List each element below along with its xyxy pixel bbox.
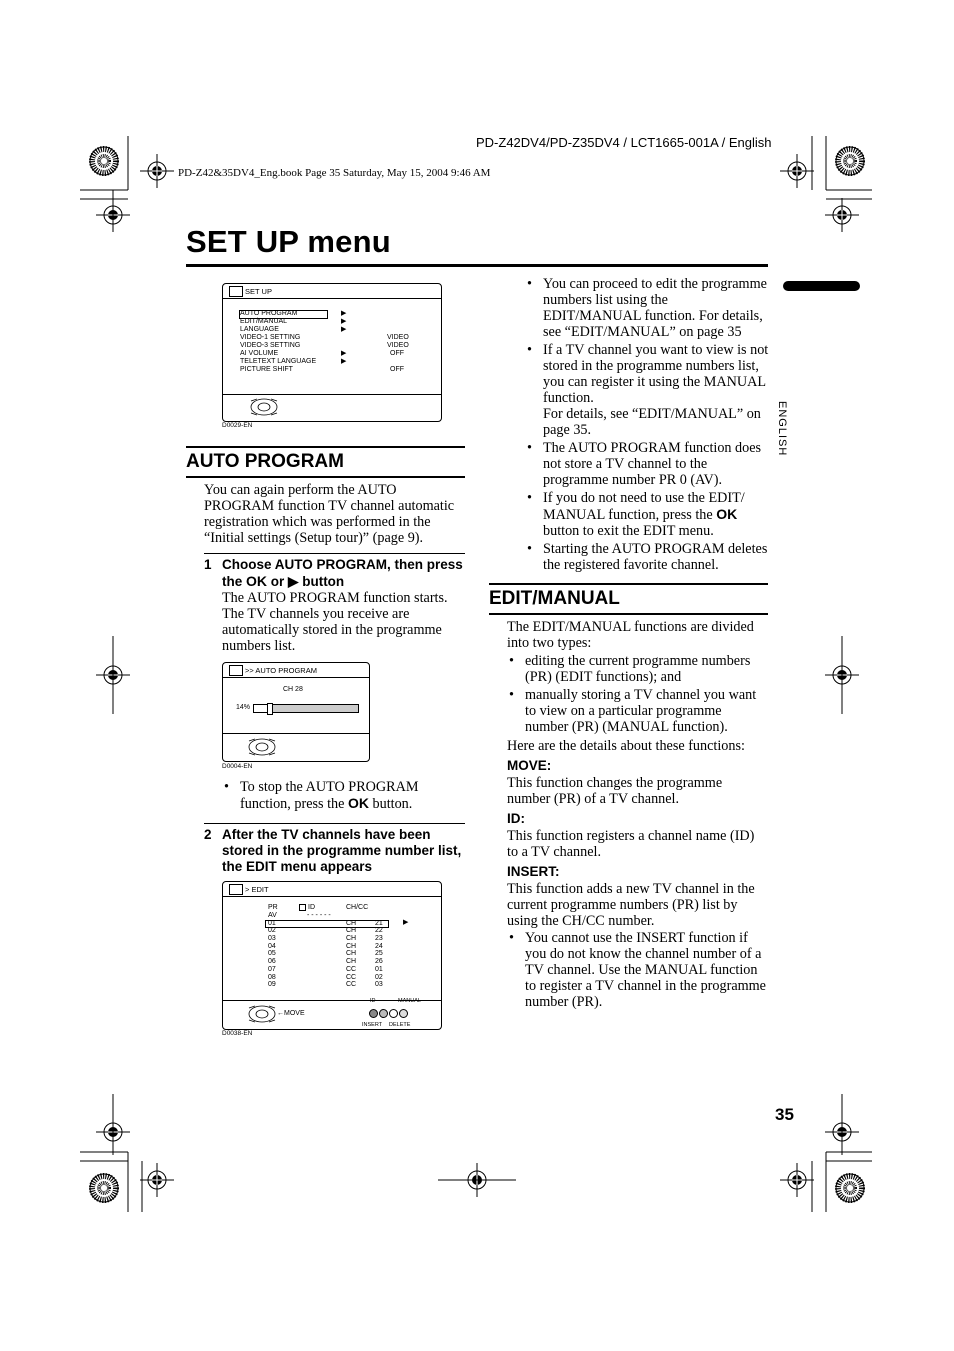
table-row[interactable]: 05 CH 25 bbox=[268, 950, 383, 958]
right-arrow-icon: ▶ bbox=[341, 350, 347, 357]
ok-button-glyph: OK bbox=[246, 573, 268, 589]
edit-delete-label: DELETE bbox=[389, 1022, 411, 1028]
yellow-button-icon bbox=[389, 1009, 398, 1018]
edit-insert-label: INSERT bbox=[362, 1022, 383, 1028]
step1-body: The AUTO PROGRAM function starts. The TV channels you receive are automatically stored in the programme numbers list. bbox=[222, 590, 448, 654]
id-text: This function registers a channel name (ID) to a TV channel. bbox=[507, 828, 755, 860]
setup-item[interactable]: PICTURE SHIFT OFF bbox=[240, 366, 404, 373]
progress-thumb bbox=[267, 703, 273, 715]
setup-screen-header bbox=[223, 284, 441, 299]
list-item: • Starting the AUTO PROGRAM deletes the registered favorite channel. bbox=[525, 541, 769, 573]
ok-button-glyph: OK bbox=[716, 506, 738, 522]
auto-program-intro: You can again perform the AUTO PROGRAM function TV channel automatic registration which was performed in the “Initial settings (Setup tour)” (page 9). bbox=[204, 482, 455, 546]
step1-number: 1 bbox=[204, 557, 212, 572]
setup-item[interactable]: AI VOLUME OFF ▶ bbox=[240, 350, 404, 357]
tv-icon bbox=[229, 884, 243, 895]
book-line: PD-Z42&35DV4_Eng.book Page 35 Saturday, May 15, 2004 9:46 AM bbox=[178, 167, 491, 179]
edit-manual-label: MANUAL bbox=[398, 998, 421, 1004]
list-item: • editing the current programme numbers (PR) (EDIT functions); and bbox=[507, 653, 767, 685]
right-arrow-icon: ▶ bbox=[341, 326, 347, 333]
list-item: • If you do not need to use the EDIT/ MANUAL function, press the OK button to exit the EDIT menu. bbox=[525, 490, 769, 539]
id-dashes: - - - - - - bbox=[307, 912, 331, 919]
list-item: • manually storing a TV channel you want to view on a particular programme number (PR) (MANUAL function). bbox=[507, 687, 767, 735]
setup-item[interactable]: VIDEO-1 SETTING VIDEO bbox=[240, 334, 409, 341]
page-number: 35 bbox=[775, 1105, 794, 1124]
table-row[interactable]: 06 CH 26 bbox=[268, 958, 383, 966]
setup-screen-title: SET UP bbox=[245, 287, 272, 296]
table-row[interactable]: 02 CH 22 bbox=[268, 927, 383, 935]
setup-item-list bbox=[240, 310, 430, 374]
auto-program-screen-header bbox=[223, 663, 369, 678]
col-pr: PR bbox=[268, 904, 278, 911]
right-arrow-icon: ▶ bbox=[288, 574, 299, 589]
setup-item[interactable]: TELETEXT LANGUAGE ▶ bbox=[240, 358, 347, 365]
setup-item[interactable]: LANGUAGE ▶ bbox=[240, 326, 347, 333]
insert-heading: INSERT: bbox=[507, 864, 560, 879]
tv-icon bbox=[229, 665, 243, 676]
edit-manual-rule-top bbox=[489, 583, 768, 585]
col-chcc: CH/CC bbox=[346, 904, 369, 911]
edit-rows bbox=[268, 912, 398, 989]
auto-program-rule-bottom bbox=[186, 476, 465, 478]
move-text: This function changes the programme number (PR) of a TV channel. bbox=[507, 775, 723, 807]
col-id: ID bbox=[308, 904, 315, 911]
progress-bar bbox=[253, 704, 359, 713]
tv-icon bbox=[229, 286, 243, 297]
edit-id-label: ID bbox=[370, 998, 376, 1004]
id-heading: ID: bbox=[507, 811, 525, 826]
red-button-icon bbox=[379, 1009, 388, 1018]
table-row[interactable]: 03 CH 23 bbox=[268, 935, 383, 943]
setup-item[interactable]: VIDEO-3 SETTING VIDEO bbox=[240, 342, 409, 349]
edit-screen bbox=[222, 881, 442, 1030]
setup-screen-footer bbox=[223, 394, 441, 395]
page-title: SET UP menu bbox=[186, 224, 391, 259]
setup-screen bbox=[222, 283, 442, 422]
edit-manual-heading: EDIT/MANUAL bbox=[489, 588, 620, 609]
move-label: ←MOVE bbox=[277, 1010, 305, 1017]
title-rule bbox=[186, 264, 768, 267]
blue-button-icon bbox=[399, 1009, 408, 1018]
auto-program-figure-code: D0004-EN bbox=[222, 763, 253, 770]
lock-icon bbox=[299, 904, 306, 911]
list-item: • To stop the AUTO PROGRAM function, press the OK button. bbox=[222, 779, 462, 812]
step2-rule bbox=[204, 823, 465, 824]
edit-manual-rule-bottom bbox=[489, 613, 768, 615]
table-row[interactable]: 07 CC 01 bbox=[268, 965, 383, 973]
auto-program-screen-footer bbox=[223, 733, 369, 734]
table-row[interactable]: 01 CH 21 bbox=[268, 919, 383, 927]
right-arrow-icon: ▶ bbox=[341, 310, 347, 317]
ok-button-glyph: OK bbox=[347, 795, 369, 811]
model-line: PD-Z42DV4/PD-Z35DV4 / LCT1665-001A / English bbox=[476, 135, 772, 150]
edit-screen-header bbox=[223, 882, 441, 897]
auto-program-screen bbox=[222, 662, 370, 762]
step2-number: 2 bbox=[204, 827, 212, 842]
list-item: • If a TV channel you want to view is not stored in the programme numbers list, you can register it using the MANUAL function. For details, see “EDIT/MANUAL” on page 35. bbox=[525, 342, 769, 438]
auto-program-notes bbox=[525, 276, 769, 575]
edit-manual-intro: The EDIT/MANUAL functions are divided into two types: bbox=[507, 619, 754, 651]
table-row[interactable]: 04 CH 24 bbox=[268, 942, 383, 950]
channel-readout: CH 28 bbox=[283, 686, 303, 693]
remote-dpad-icon bbox=[249, 397, 279, 417]
table-row[interactable]: 08 CC 02 bbox=[268, 973, 383, 981]
auto-program-heading: AUTO PROGRAM bbox=[186, 451, 344, 472]
auto-program-screen-title: >> AUTO PROGRAM bbox=[245, 666, 317, 675]
insert-note bbox=[507, 930, 767, 1012]
edit-manual-types bbox=[507, 653, 767, 737]
list-item: • You can proceed to edit the programme numbers list using the EDIT/MANUAL function. For details, see “EDIT/MANUAL” on page 35 bbox=[525, 276, 769, 340]
side-tab-label: ENGLISH bbox=[776, 401, 788, 457]
right-arrow-icon: ▶ bbox=[341, 358, 347, 365]
table-row[interactable]: AV bbox=[268, 912, 277, 919]
edit-figure-code: D0038-EN bbox=[222, 1030, 253, 1037]
setup-figure-code: D0029-EN bbox=[222, 422, 253, 429]
list-item: • You cannot use the INSERT function if you do not know the channel number of a TV channel. Use the MANUAL function to register a TV channel in the programme number (PR). bbox=[507, 930, 767, 1010]
step2-title: After the TV channels have been stored in the programme number list, the EDIT menu appears bbox=[222, 827, 462, 874]
side-tab-marker bbox=[783, 281, 860, 291]
green-button-icon bbox=[369, 1009, 378, 1018]
insert-text: This function adds a new TV channel in the current programme numbers (PR) list by using the CH/CC number. bbox=[507, 881, 755, 929]
move-heading: MOVE: bbox=[507, 758, 552, 773]
edit-manual-details: Here are the details about these functions: bbox=[507, 738, 745, 754]
edit-screen-title: > EDIT bbox=[245, 885, 269, 894]
auto-program-rule-top bbox=[186, 446, 465, 448]
remote-dpad-icon bbox=[247, 737, 277, 757]
table-row[interactable]: 09 CC 03 bbox=[268, 981, 383, 989]
step1-title: Choose AUTO PROGRAM, then press the OK or ▶ button bbox=[222, 557, 463, 589]
remote-dpad-icon bbox=[247, 1004, 277, 1024]
stop-note bbox=[222, 779, 462, 814]
setup-item[interactable]: AUTO PROGRAM ▶ bbox=[240, 310, 347, 317]
step1-rule bbox=[204, 553, 465, 554]
progress-percent: 14% bbox=[236, 704, 251, 711]
setup-item[interactable]: EDIT/MANUAL ▶ bbox=[240, 318, 347, 325]
list-item: • The AUTO PROGRAM function does not store a TV channel to the programme number PR 0 (AV). bbox=[525, 440, 769, 488]
right-arrow-icon: ▶ bbox=[403, 919, 409, 926]
right-arrow-icon: ▶ bbox=[341, 318, 347, 325]
